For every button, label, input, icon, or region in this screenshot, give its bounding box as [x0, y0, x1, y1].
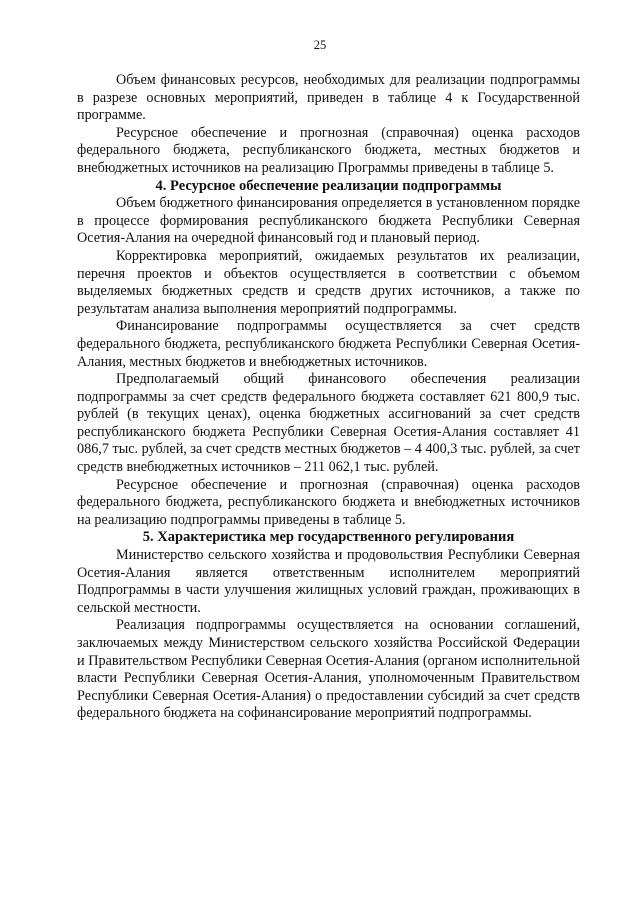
paragraph: Корректировка мероприятий, ожидаемых результатов их реализации, перечня проектов и объектов осуществляется в соответствии с объемом выделяемых бюджетных средств и средств других источников, а также по результатам анализа выполнения мероприятий подпрограммы. — [77, 247, 580, 317]
paragraph: Объем бюджетного финансирования определяется в установленном порядке в процессе формирования республиканского бюджета Республики Северная Осетия-Алания на очередной финансовый год и плановый период. — [77, 195, 580, 247]
paragraph: Предполагаемый общий финансового обеспечения реализации подпрограммы за счет средств федерального бюджета составляет 621 800,9 тыс. рублей (в текущих ценах), оценка бюджетных ассигнований за счет средств республиканского бюджета Республики Северная Осетия-Алания составляет 41 086,7 тыс. рублей, за счет средств местных бюджетов – 4 400,3 тыс. рублей, за счет средств внебюджетных источников – 211 062,1 тыс. рублей. — [77, 371, 580, 476]
paragraph: Реализация подпрограммы осуществляется на основании соглашений, заключаемых между Министерством сельского хозяйства Российской Федерации и Правительством Республики Северная Осетия-Алания (органом исполнительной власти Республики Северная Осетия-Алания, уполномоченным Правительством Республики Северная Осетия-Алания) о предоставлении субсидий за счет средств федерального бюджета на софинансирование мероприятий подпрограммы. — [77, 617, 580, 722]
paragraph: Министерство сельского хозяйства и продовольствия Республики Северная Осетия-Алания является ответственным исполнителем мероприятий Подпрограммы в части улучшения жилищных условий граждан, проживающих в сельской местности. — [77, 547, 580, 616]
paragraph: Финансирование подпрограммы осуществляется за счет средств федерального бюджета, республиканского бюджета Республики Северная Осетия-Алания, местных бюджетов и внебюджетных источников. — [77, 318, 580, 370]
paragraph: Ресурсное обеспечение и прогнозная (справочная) оценка расходов федерального бюджета, республиканского бюджета и внебюджетных источников на реализацию подпрограммы приведены в таблице 5. — [77, 476, 580, 528]
paragraph: Объем финансовых ресурсов, необходимых для реализации подпрограммы в разрезе основных мероприятий, приведен в таблице 4 к Государственной программе. — [77, 72, 580, 124]
section-heading: 5. Характеристика мер государственного регулирования — [142, 529, 515, 546]
page-number: 25 — [313, 38, 327, 52]
paragraph: Ресурсное обеспечение и прогнозная (справочная) оценка расходов федерального бюджета, республиканского бюджета, местных бюджетов и внебюджетных источников на реализацию Программы приведены в таблице 5. — [77, 124, 580, 176]
page-content — [77, 72, 580, 723]
section-heading: 4. Ресурсное обеспечение реализации подпрограммы — [155, 177, 502, 194]
